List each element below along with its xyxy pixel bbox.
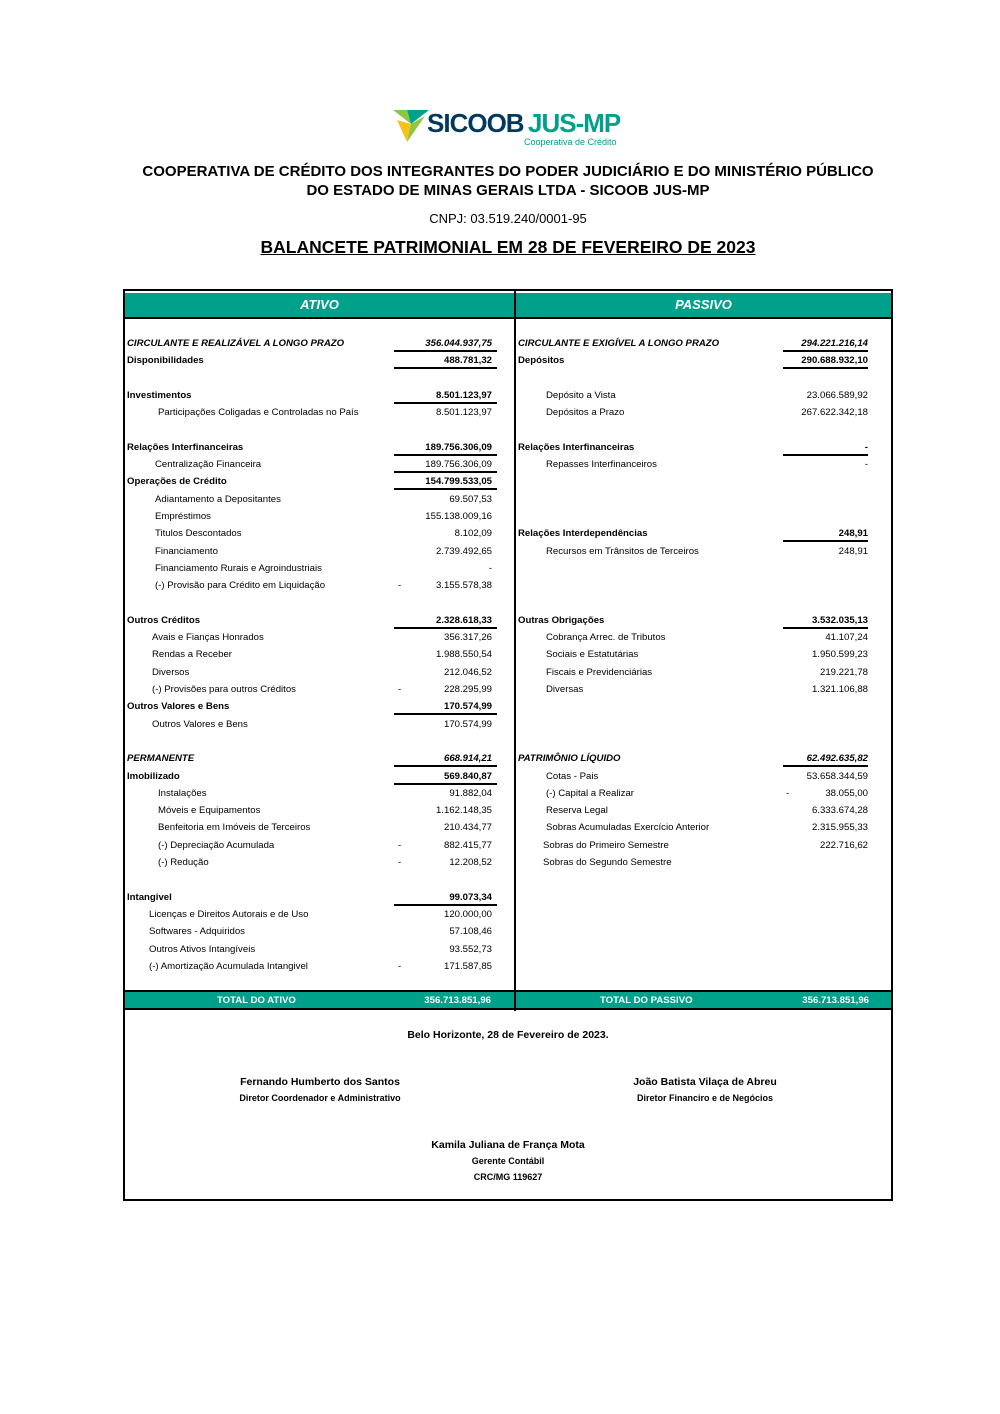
row-value: -: [864, 441, 868, 453]
ativo-heading: ATIVO: [125, 293, 514, 317]
row-value: 488.781,32: [443, 355, 492, 367]
row-value: 356.317,26: [443, 632, 492, 644]
cooperative-name-line2: DO ESTADO DE MINAS GERAIS LTDA - SICOOB JUS-MP: [306, 182, 710, 199]
signature-3-crc: CRC/MG 119627: [473, 1172, 543, 1182]
sicoob-logo: [393, 108, 633, 148]
row-value: 93.552,73: [449, 943, 492, 955]
row-value: 41.107,24: [825, 632, 868, 644]
negative-sign: -: [398, 857, 402, 868]
row-value: 3.155.578,38: [435, 580, 492, 592]
row-label: CIRCULANTE E EXIGÍVEL A LONGO PRAZO: [518, 338, 720, 349]
row-label: Outros Créditos: [127, 614, 201, 626]
row-value: 356.044.937,75: [425, 338, 492, 349]
line-item: [127, 629, 512, 646]
total-ativo-value: 356.713.851,96: [424, 995, 491, 1006]
row-value: 1.988.550,54: [435, 649, 492, 661]
row-label: Sobras do Primeiro Semestre: [543, 839, 669, 851]
row-value: 210.434,77: [443, 822, 492, 834]
row-value: 120.000,00: [443, 908, 492, 920]
line-item: [518, 543, 889, 560]
row-label: Disponibilidades: [127, 355, 204, 367]
cooperative-name: [0, 162, 1000, 200]
line-item: [127, 819, 512, 836]
row-value: 8.501.123,97: [435, 407, 492, 419]
row-value: 248,91: [838, 545, 868, 557]
line-item: [518, 854, 889, 871]
row-label: Repasses Interfinanceiros: [546, 459, 657, 471]
row-label: Rendas a Receber: [152, 649, 232, 661]
row-value: 290.688.932,10: [801, 355, 868, 367]
row-label: Financiamento: [155, 545, 218, 557]
row-value: 2.315.955,33: [811, 822, 868, 834]
row-label: Fiscais e Previdenciárias: [546, 666, 653, 678]
place-date: Belo Horizonte, 28 de Fevereiro de 2023.: [407, 1029, 609, 1041]
row-value: 189.756.306,09: [425, 459, 492, 471]
total-ativo-label: TOTAL DO ATIVO: [217, 995, 296, 1006]
row-label: Titulos Descontados: [155, 528, 242, 540]
line-item: [518, 646, 889, 663]
row-label: Sobras do Segundo Semestre: [543, 857, 672, 868]
row-value: 154.799.533,05: [425, 476, 492, 488]
row-value: 155.138.009,16: [425, 511, 492, 522]
row-label: Diversas: [546, 684, 584, 695]
line-item: [127, 958, 512, 975]
row-label: CIRCULANTE E REALIZÁVEL A LONGO PRAZO: [127, 338, 345, 349]
line-item: [127, 837, 512, 854]
passivo-column: [516, 291, 891, 991]
row-value: 3.532.035,13: [811, 614, 868, 626]
line-item: [518, 664, 889, 681]
row-value: 91.882,04: [449, 787, 492, 799]
line-item: [127, 664, 512, 681]
row-label: PERMANENTE: [127, 753, 195, 765]
row-label: Outros Ativos Intangíveis: [149, 943, 256, 955]
row-label: Outras Obrigações: [518, 614, 605, 626]
row-label: PATRIMÔNIO LÍQUIDO: [518, 753, 621, 765]
row-label: Cobrança Arrec. de Tributos: [546, 632, 666, 644]
row-value: -: [488, 562, 492, 574]
row-label: Instalações: [158, 787, 207, 799]
logo-mark-icon: [393, 110, 429, 142]
total-passivo-label: TOTAL DO PASSIVO: [600, 995, 693, 1006]
line-item: [127, 560, 512, 577]
signature-1-name: Fernando Humberto dos Santos: [240, 1076, 400, 1088]
row-label: Relações Interfinanceiras: [127, 441, 244, 453]
row-label: Licenças e Direitos Autorais e de Uso: [149, 908, 309, 920]
row-label: Financiamento Rurais e Agroindustriais: [155, 562, 322, 574]
row-value: 53.658.344,59: [806, 770, 868, 782]
total-passivo-value: 356.713.851,96: [802, 995, 869, 1006]
row-label: Depósitos: [518, 355, 565, 367]
line-item: [127, 681, 512, 698]
cooperative-name-line1: COOPERATIVA DE CRÉDITO DOS INTEGRANTES DO PODER JUDICIÁRIO E DO MINISTÉRIO PÚBLICO: [142, 163, 874, 180]
row-value: 1.321.106,88: [811, 684, 868, 695]
line-item: [127, 785, 512, 802]
line-item: [127, 508, 512, 525]
row-value: 668.914,21: [443, 753, 492, 765]
row-label: Benfeitoria em Imóveis de Terceiros: [158, 822, 311, 834]
row-value: 170.574,99: [443, 718, 492, 730]
row-value: 99.073,34: [449, 891, 492, 903]
total-passivo-bar: [516, 992, 891, 1008]
row-label: (-) Depreciação Acumulada: [158, 839, 275, 851]
row-value: 57.108,46: [449, 926, 492, 938]
line-item: [518, 681, 889, 698]
row-label: Centralização Financeira: [155, 459, 262, 471]
row-value: 1.162.148,35: [435, 805, 492, 817]
row-label: Sociais e Estatutárias: [546, 649, 639, 661]
row-value: 170.574,99: [443, 701, 492, 713]
line-item: [518, 456, 889, 473]
row-value: 228.295,99: [443, 684, 492, 695]
line-item: [127, 802, 512, 819]
row-value: 171.587,85: [443, 960, 492, 972]
line-item: [127, 577, 512, 594]
negative-sign: -: [398, 580, 402, 592]
row-value: 8.501.123,97: [435, 389, 492, 401]
line-item: [127, 646, 512, 663]
row-value: -: [864, 459, 868, 471]
line-item: [518, 629, 889, 646]
row-value: 8.102,09: [454, 528, 492, 540]
row-label: Depósito a Vista: [546, 389, 616, 401]
row-label: (-) Provisões para outros Créditos: [152, 684, 296, 695]
balance-table: [123, 289, 893, 1201]
line-item: [127, 491, 512, 508]
signature-3-name: Kamila Juliana de França Mota: [431, 1139, 585, 1151]
row-label: (-) Provisão para Crédito em Liquidação: [155, 580, 326, 592]
row-value: 23.066.589,92: [806, 389, 868, 401]
row-value: 212.046,52: [443, 666, 492, 678]
line-item: [518, 802, 889, 819]
row-label: Diversos: [152, 666, 190, 678]
negative-sign: -: [786, 787, 790, 799]
row-value: 222.716,62: [819, 839, 868, 851]
row-label: (-) Redução: [158, 857, 209, 868]
passivo-heading: PASSIVO: [516, 293, 891, 317]
row-label: Relações Interdependências: [518, 528, 648, 540]
negative-sign: -: [398, 960, 402, 972]
row-label: Reserva Legal: [546, 805, 608, 817]
logo-tagline: Cooperativa de Crédito: [524, 137, 617, 147]
line-item: [518, 404, 889, 421]
line-item: [127, 543, 512, 560]
row-value: 189.756.306,09: [425, 441, 492, 453]
row-value: 294.221.216,14: [801, 338, 868, 349]
row-label: (-) Amortização Acumulada Intangivel: [149, 960, 308, 972]
row-label: Relações Interfinanceiras: [518, 441, 635, 453]
signature-2-name: João Batista Vilaça de Abreu: [633, 1076, 777, 1088]
row-value: 248,91: [838, 528, 868, 540]
cnpj: CNPJ: 03.519.240/0001-95: [429, 211, 587, 226]
row-value: 38.055,00: [825, 787, 868, 799]
row-label: Operações de Crédito: [127, 476, 227, 488]
signature-1-role: Diretor Coordenador e Administrativo: [239, 1093, 401, 1103]
total-underline: [394, 367, 497, 369]
row-label: Depósitos a Prazo: [546, 407, 625, 419]
row-value: 267.622.342,18: [801, 407, 868, 419]
document-title: BALANCETE PATRIMONIAL EM 28 DE FEVEREIRO DE 2023: [260, 237, 756, 257]
line-item: [518, 837, 889, 854]
row-label: Investimentos: [127, 389, 192, 401]
signature-3-role: Gerente Contábil: [471, 1156, 545, 1166]
row-value: 2.739.492,65: [435, 545, 492, 557]
line-item: [127, 404, 512, 421]
signature-2-role: Diretor Financiro e de Negócios: [636, 1093, 774, 1103]
total-underline: [783, 367, 868, 369]
divider: [125, 1008, 891, 1010]
row-label: Participações Coligadas e Controladas no País: [158, 407, 359, 419]
line-item: [127, 716, 512, 733]
row-label: Recursos em Trânsitos de Terceiros: [546, 545, 699, 557]
row-label: Adiantamento a Depositantes: [155, 493, 281, 505]
logo-brand: SICOOB: [427, 108, 524, 138]
line-item: [518, 768, 889, 785]
line-item: [127, 854, 512, 871]
row-value: 569.840,87: [443, 770, 492, 782]
ativo-column: [125, 291, 514, 991]
row-value: 1.950.599,23: [811, 649, 868, 661]
row-label: Móveis e Equipamentos: [158, 805, 261, 817]
row-value: 69.507,53: [449, 493, 492, 505]
row-value: 219.221,78: [819, 666, 868, 678]
row-label: (-) Capital a Realizar: [546, 787, 634, 799]
row-label: Imobilizado: [127, 770, 180, 782]
line-item: [518, 387, 889, 404]
line-item: [518, 785, 889, 802]
logo-brand-suffix: JUS-MP: [528, 108, 621, 138]
row-value: 882.415,77: [443, 839, 492, 851]
row-label: Outros Valores e Bens: [127, 701, 230, 713]
row-label: Outros Valores e Bens: [152, 718, 248, 730]
row-label: Avais e Fianças Honrados: [152, 632, 264, 644]
row-label: Cotas - Pais: [546, 770, 599, 782]
row-value: 6.333.674,28: [811, 805, 868, 817]
line-item: [127, 923, 512, 940]
row-label: Softwares - Adquiridos: [149, 926, 245, 938]
row-value: 12.208,52: [449, 857, 492, 868]
negative-sign: -: [398, 684, 402, 695]
row-label: Empréstimos: [155, 511, 211, 522]
row-label: Intangivel: [127, 891, 172, 903]
negative-sign: -: [398, 839, 402, 851]
row-value: 62.492.635,82: [806, 753, 868, 765]
row-label: Sobras Acumuladas Exercício Anterior: [546, 822, 710, 834]
line-item: [127, 525, 512, 542]
total-ativo-bar: [125, 992, 514, 1008]
line-item: [518, 819, 889, 836]
row-value: 2.328.618,33: [435, 614, 492, 626]
line-item: [127, 906, 512, 923]
line-item: [127, 941, 512, 958]
